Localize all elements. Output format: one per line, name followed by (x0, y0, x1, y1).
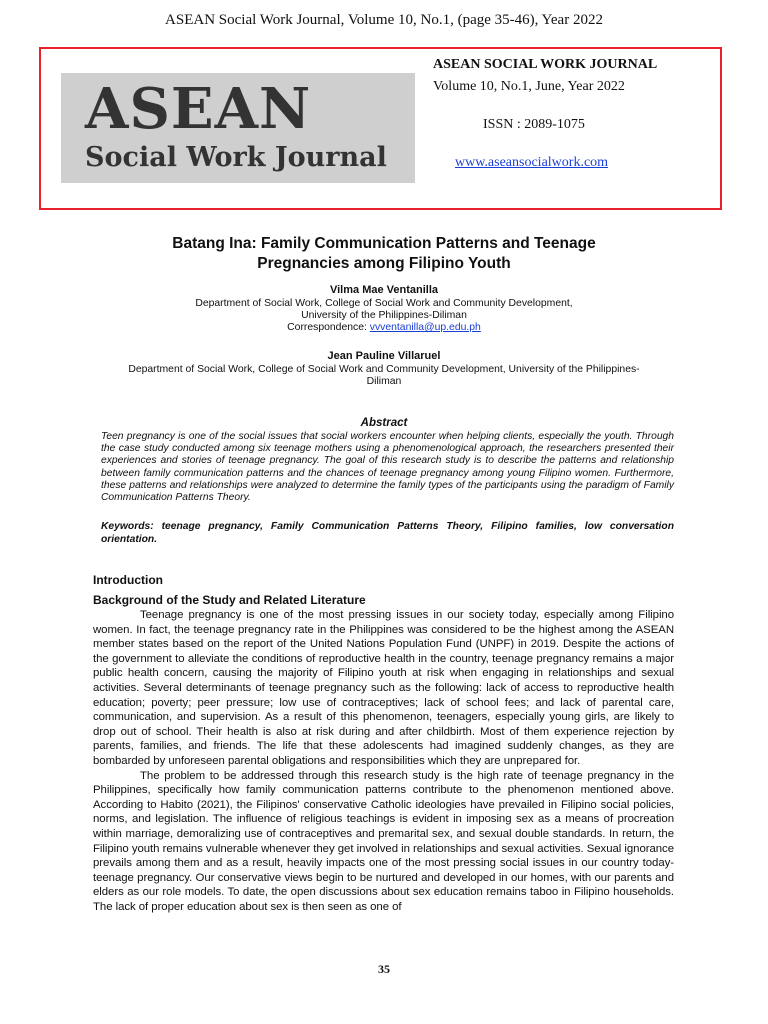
journal-volume: Volume 10, No.1, June, Year 2022 (433, 79, 625, 94)
abstract-heading: Abstract (360, 417, 408, 429)
logo-word: ASEAN (85, 76, 312, 142)
title-line-2: Pregnancies among Filipino Youth (257, 255, 511, 272)
correspondence-label: Correspondence: (287, 322, 370, 333)
author-block-2 (60, 350, 708, 388)
author-correspondence (60, 322, 708, 334)
author-affiliation-line-2: University of the Philippines-Diliman (301, 310, 467, 321)
journal-header-box (39, 47, 722, 210)
author-affiliation-line-1: Department of Social Work, College of Social Work and Community Development, (195, 298, 573, 309)
subsection-heading: Background of the Study and Related Literature (93, 593, 366, 607)
title-line-1: Batang Ina: Family Communication Patterns and Teenage (172, 235, 596, 252)
running-head: ASEAN Social Work Journal, Volume 10, No.1, (page 35-46), Year 2022 (165, 12, 603, 28)
page-number: 35 (378, 962, 390, 976)
author-name: Vilma Mae Ventanilla (329, 284, 438, 296)
logo-subtitle: Social Work Journal (85, 142, 387, 173)
journal-logo (61, 73, 415, 183)
body-paragraph: Teenage pregnancy is one of the most pressing issues in our society today, especially among Filipino women. In fact, the teenage pregnancy rate in the Philippines was considered to be the highest among the ASEAN member states based on the report of the United Nations Population Fund (UNPF) in 2019. Despite the actions of the government to alleviate the conditions of reproductive health in the country, teenage pregnancy remains a major public health concern, causing the majority of Filipino youth at risk when engaging in relationships and sexual activities. Several determinants of teenage pregnancy such as the following: lack of access to reproductive health education; poverty; peer pressure; low use of contraceptives; lack of school fees; and lack of parental care, communication, and supervision. As a result of this phenomenon, teenagers, especially young girls, are likely to drop out of school. Their health is also at risk during and after childbirth. Most of them experience rejection by parents, families, and friends. The life that these adolescents had imagined suddenly changes, as they are bombarded by unforeseen parental obligations and responsibilities which they are unprepared for. (93, 609, 674, 767)
author-block-1 (60, 284, 708, 334)
abstract-text: Teen pregnancy is one of the social issues that social workers encounter when helping clients, especially the youth. Through the case study conducted among six teenage mothers using a phenomenological approach, the researchers presented their experiences and stories of teenage pregnancy. The goal of this research study is to describe the patterns and relationship between family communication patterns and the chances of teenage pregnancy among young Filipino women. Furthermore, these patterns and relationships were analyzed to determine the family types of the participants using the paradigm of Family Communication Patterns Theory. (101, 431, 674, 504)
keywords: Keywords: teenage pregnancy, Family Communication Patterns Theory, Filipino families, low conversation orientation. (101, 521, 674, 545)
journal-issn: ISSN : 2089-1075 (483, 117, 585, 132)
section-heading: Introduction (93, 573, 163, 587)
body-text (93, 608, 674, 914)
journal-website-link[interactable]: www.aseansocialwork.com (455, 155, 609, 170)
author-affiliation-line-1: Department of Social Work, College of Social Work and Community Development, University of the Philippines- (128, 364, 640, 375)
author-name: Jean Pauline Villaruel (327, 350, 441, 362)
body-paragraph: The problem to be addressed through this research study is the high rate of teenage pregnancy in the Philippines, specifically how family communication patterns contribute to the phenomenon mentioned above. According to Habito (2021), the Filipinos' conservative Catholic ideologies have prevailed in Filipino social policies, norms, and legislation. The influence of religious teachings is evident in imposing sex as a means of procreation within marriage, demoralizing use of contraceptives and premarital sex, and sexual double standards. In return, the Filipino youth remains vulnerable whenever they get involved in relationships and sexual activities. Sexual ignorance prevails among them and as a result, heavily impacts one of the most pressing social issues in our country today- teenage pregnancy. Our conservative views begin to be nurtured and developed in our homes, with our parents and elders as our role models. To date, the open discussions about sex education remains taboo in Filipino households. The lack of proper education about sex is then seen as one of (93, 769, 674, 913)
journal-info (433, 57, 693, 171)
article-title (60, 234, 708, 274)
journal-name: ASEAN SOCIAL WORK JOURNAL (433, 57, 658, 72)
author-email-link[interactable]: vvventanilla@up.edu.ph (369, 322, 481, 333)
author-affiliation-line-2: Diliman (366, 376, 402, 387)
